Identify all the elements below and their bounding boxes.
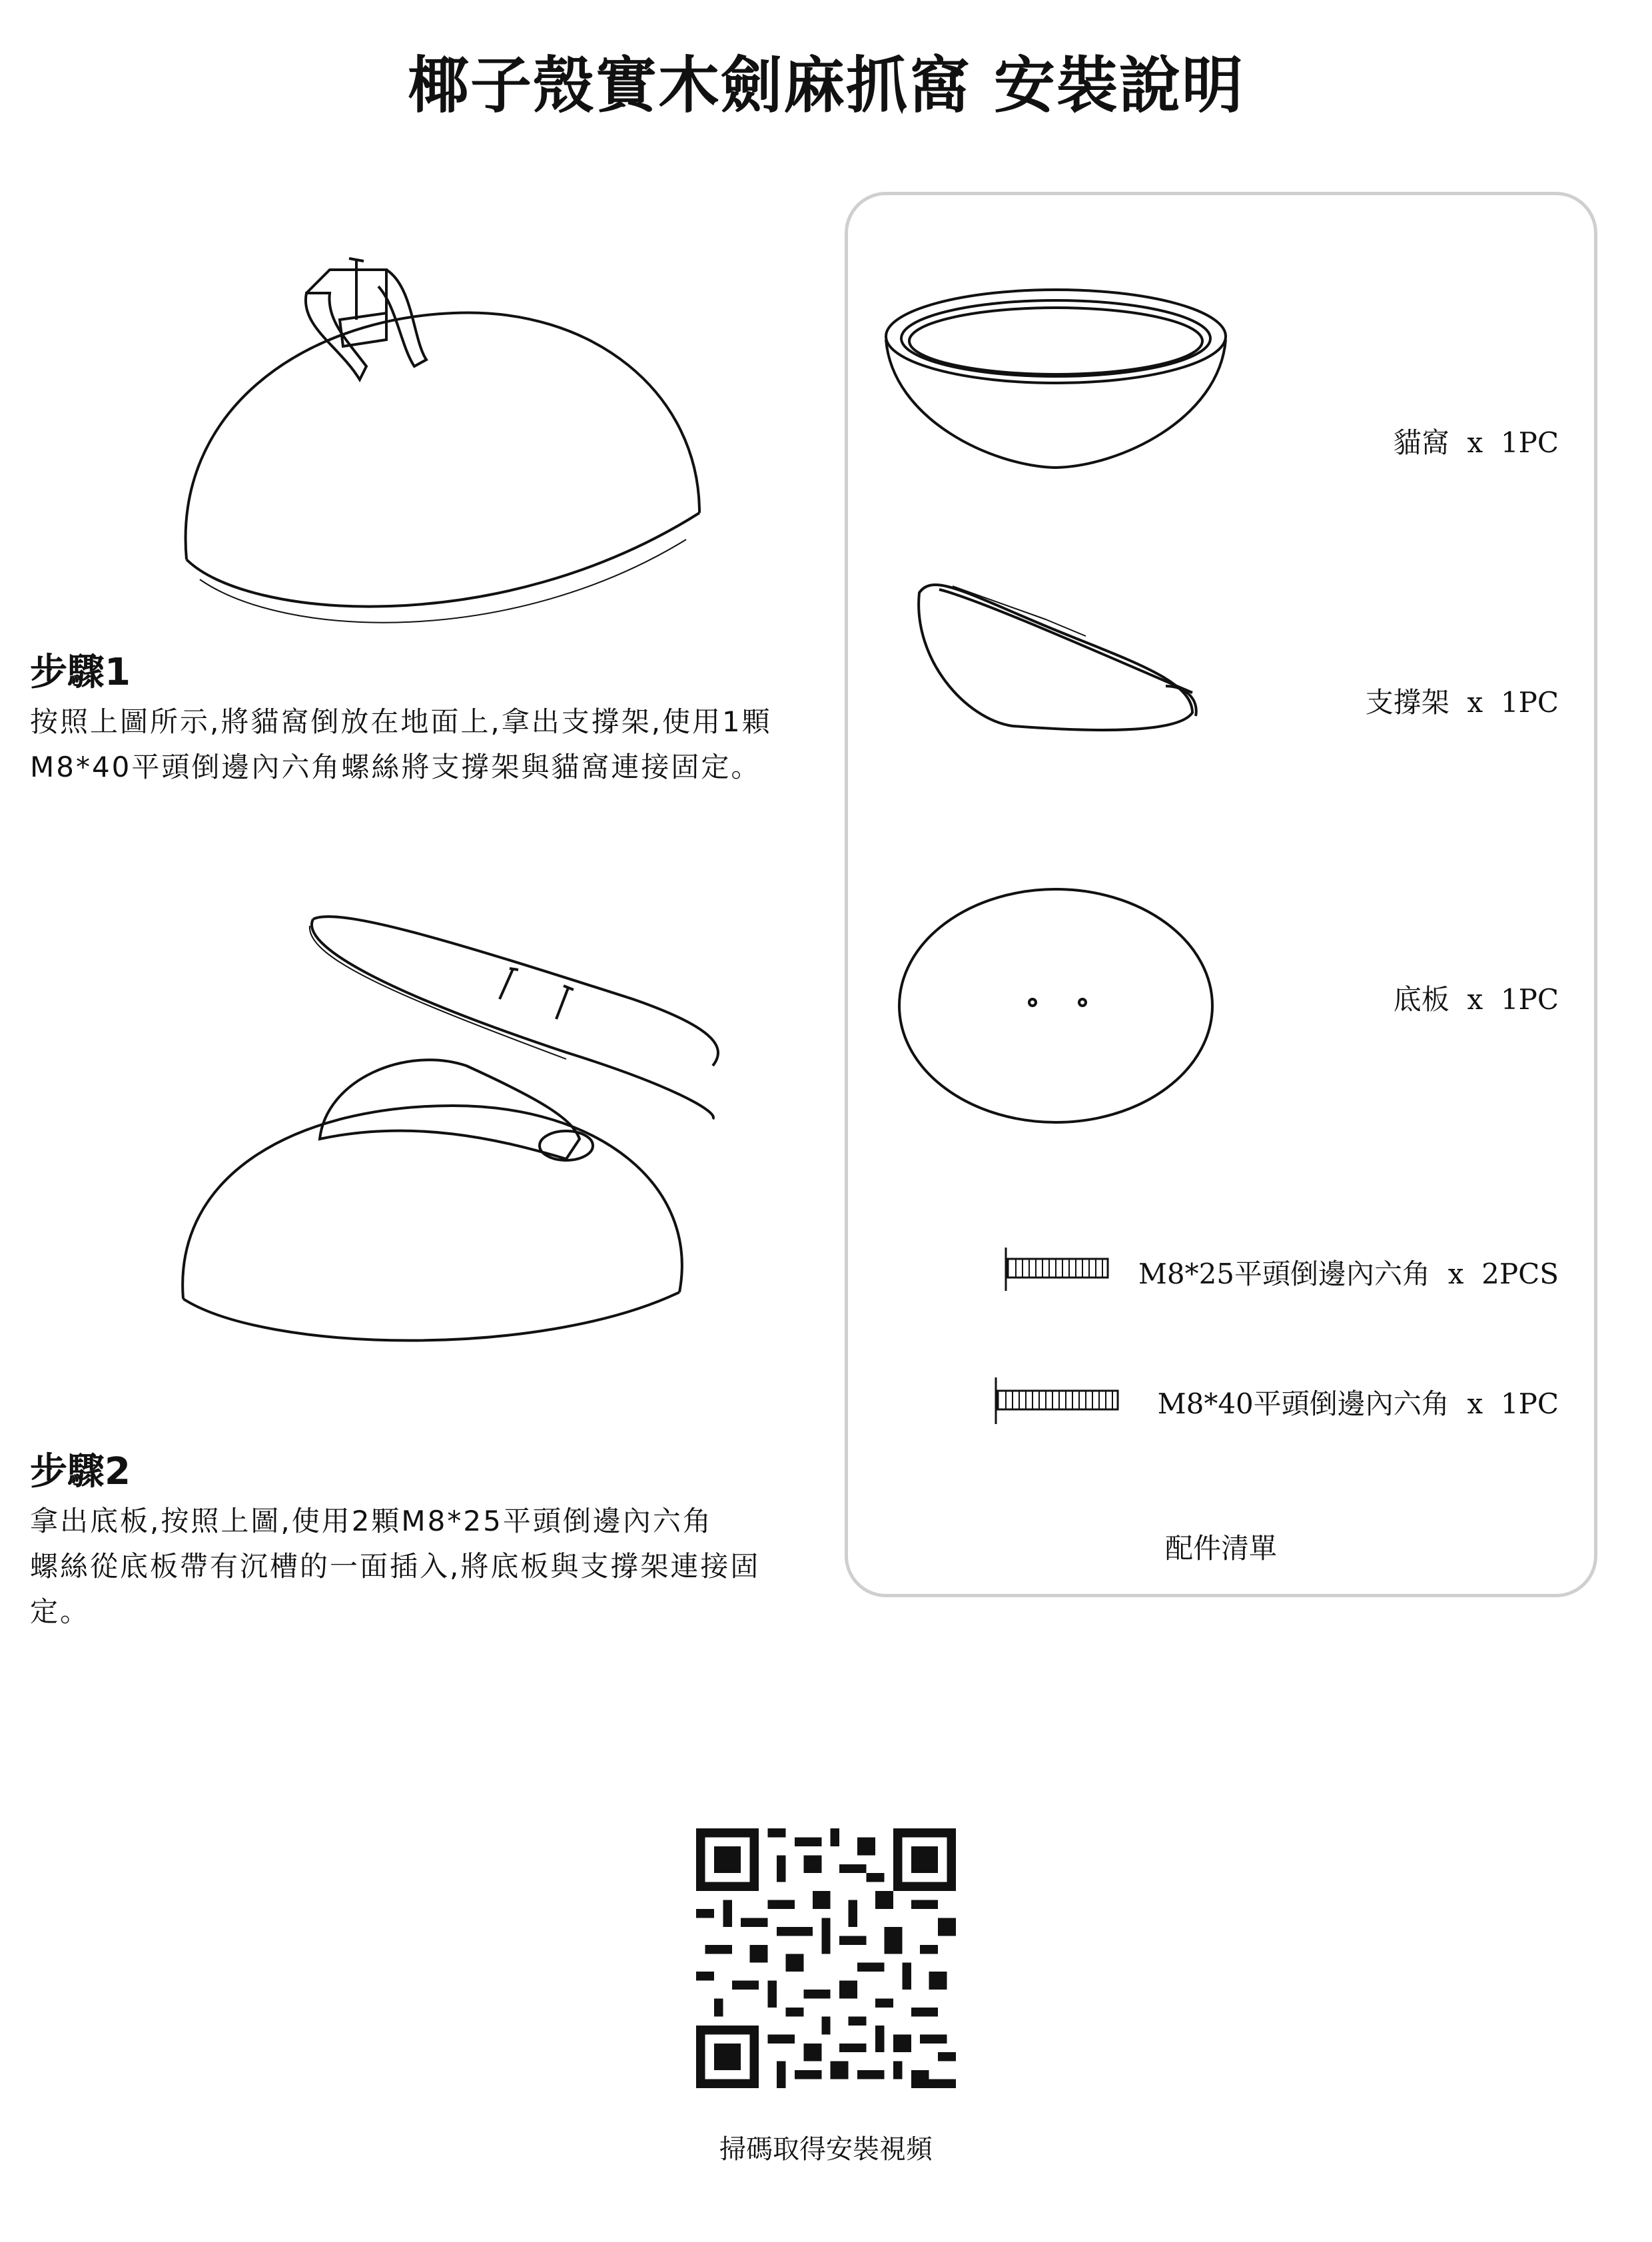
step1-heading: 步驟1 — [30, 651, 131, 694]
step2-instructions — [30, 1499, 829, 1635]
part-label-support: 支撐架 x 1PC — [1365, 686, 1559, 719]
step1-instructions — [30, 699, 829, 790]
short-screw-icon — [1003, 1244, 1116, 1298]
step2-line: 定。 — [30, 1595, 91, 1628]
part-label-cat-bed: 貓窩 x 1PC — [1393, 426, 1559, 459]
part-label-short-screw: M8*25平頭倒邊內六角 x 2PCS — [1138, 1258, 1559, 1290]
step1-line: M8*40平頭倒邊內六角螺絲將支撐架與貓窩連接固定。 — [30, 751, 761, 783]
step2-line: 拿出底板,按照上圖,使用2顆M8*25平頭倒邊內六角 — [30, 1505, 713, 1537]
qr-caption: 掃碼取得安裝視頻 — [719, 2134, 933, 2165]
step1-line: 按照上圖所示,將貓窩倒放在地面上,拿出支撐架,使用1顆 — [30, 705, 772, 738]
step2-heading: 步驟2 — [30, 1450, 131, 1493]
step1-illustration — [167, 246, 833, 699]
step2-illustration — [167, 919, 833, 1399]
parts-list-caption: 配件清單 — [1164, 1532, 1277, 1565]
cat-bed-bowl-icon — [879, 280, 1239, 480]
part-label-base: 底板 x 1PC — [1393, 983, 1559, 1016]
qr-code-icon[interactable] — [696, 1828, 956, 2088]
step2-line: 螺絲從底板帶有沉槽的一面插入,將底板與支撐架連接固 — [30, 1550, 761, 1583]
base-board-icon — [896, 886, 1216, 1126]
long-screw-icon — [993, 1374, 1126, 1427]
support-bracket-icon — [913, 579, 1219, 753]
part-label-long-screw: M8*40平頭倒邊內六角 x 1PC — [1157, 1387, 1559, 1420]
page-title: 椰子殼實木劍麻抓窩 安裝說明 — [407, 50, 1245, 121]
